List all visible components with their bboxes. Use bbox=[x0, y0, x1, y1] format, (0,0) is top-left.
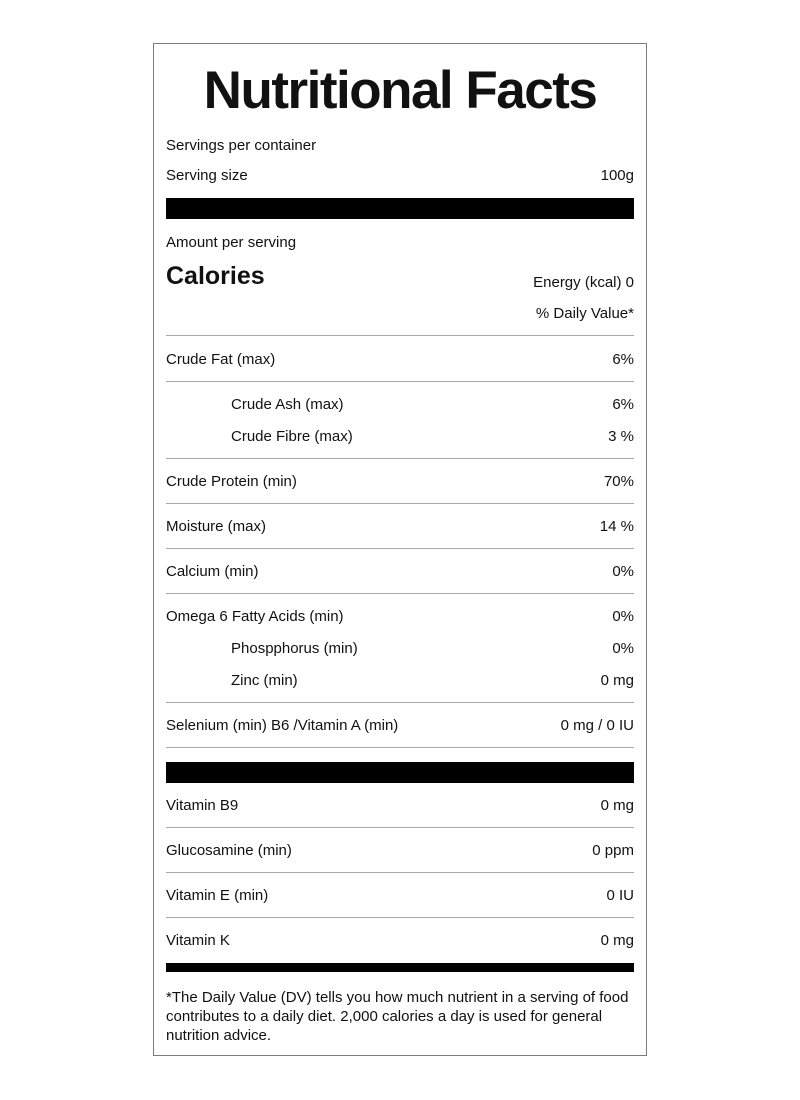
vitamin-name: Vitamin E (min) bbox=[166, 886, 269, 904]
vitamin-value: 0 ppm bbox=[592, 841, 634, 859]
divider bbox=[166, 381, 634, 382]
thick-divider-middle bbox=[166, 762, 634, 783]
nutrient-value: 6% bbox=[612, 395, 634, 413]
vitamin-row bbox=[166, 924, 634, 956]
nutrient-value: 0% bbox=[612, 639, 634, 657]
nutrient-value: 0 mg / 0 IU bbox=[560, 716, 634, 734]
nutrient-value: 3 % bbox=[608, 427, 634, 445]
serving-size-label: Serving size bbox=[166, 166, 248, 184]
nutrient-name: Selenium (min) B6 /Vitamin A (min) bbox=[166, 716, 399, 734]
nutrient-row bbox=[166, 632, 634, 664]
vitamin-row bbox=[166, 834, 634, 866]
nutrient-row bbox=[166, 420, 634, 452]
divider bbox=[166, 702, 634, 703]
nutrient-name: Calcium (min) bbox=[166, 562, 259, 580]
divider bbox=[166, 335, 634, 336]
divider bbox=[166, 593, 634, 594]
vitamin-row bbox=[166, 879, 634, 911]
divider bbox=[166, 458, 634, 459]
divider bbox=[166, 747, 634, 748]
nutrient-value: 0% bbox=[612, 562, 634, 580]
nutrient-row bbox=[166, 709, 634, 741]
nutrient-name: Crude Ash (max) bbox=[231, 395, 344, 413]
thick-divider-bottom bbox=[166, 963, 634, 972]
amount-per-serving-label: Amount per serving bbox=[166, 233, 297, 251]
vitamin-value: 0 mg bbox=[600, 796, 634, 814]
label-title: Nutritional Facts bbox=[203, 61, 597, 120]
thick-divider-top bbox=[166, 198, 634, 219]
divider bbox=[166, 548, 634, 549]
daily-value-footnote: *The Daily Value (DV) tells you how much nutrient in a serving of food contributes to a daily diet. 2,000 calories a day is used for general nutrition advice. bbox=[166, 989, 629, 1044]
divider bbox=[166, 917, 634, 918]
nutrient-name: Moisture (max) bbox=[166, 517, 267, 535]
nutrient-row bbox=[166, 465, 634, 497]
nutrient-row bbox=[166, 555, 634, 587]
nutrient-name: Phospphorus (min) bbox=[231, 639, 358, 657]
nutrient-value: 0 mg bbox=[600, 671, 634, 689]
divider bbox=[166, 827, 634, 828]
nutrient-value: 0% bbox=[612, 607, 634, 625]
vitamin-value: 0 IU bbox=[606, 886, 634, 904]
nutrient-row bbox=[166, 600, 634, 632]
servings-per-container-row bbox=[166, 129, 634, 161]
daily-value-header: % Daily Value* bbox=[535, 305, 634, 322]
nutrient-name: Crude Protein (min) bbox=[166, 472, 297, 490]
vitamin-name: Glucosamine (min) bbox=[166, 841, 292, 859]
divider bbox=[166, 503, 634, 504]
serving-size-row bbox=[166, 159, 634, 191]
vitamin-value: 0 mg bbox=[600, 931, 634, 949]
nutrient-row bbox=[166, 343, 634, 375]
nutrient-value: 14 % bbox=[599, 517, 634, 535]
energy-value: Energy (kcal) 0 bbox=[533, 274, 634, 291]
nutrient-name: Omega 6 Fatty Acids (min) bbox=[166, 607, 344, 625]
nutrient-name: Crude Fat (max) bbox=[166, 350, 276, 368]
vitamin-name: Vitamin B9 bbox=[166, 796, 239, 814]
amount-per-serving-row bbox=[166, 226, 634, 258]
nutrient-value: 70% bbox=[603, 472, 634, 490]
nutrition-label bbox=[153, 43, 647, 1056]
nutrient-row bbox=[166, 510, 634, 542]
divider bbox=[166, 872, 634, 873]
serving-size-value: 100g bbox=[600, 166, 634, 184]
nutrient-row bbox=[166, 388, 634, 420]
nutrient-name: Crude Fibre (max) bbox=[231, 427, 353, 445]
vitamin-name: Vitamin K bbox=[166, 931, 230, 949]
servings-per-container-label: Servings per container bbox=[166, 136, 317, 154]
nutrient-name: Zinc (min) bbox=[231, 671, 298, 689]
nutrition-label-content bbox=[166, 44, 634, 1055]
vitamin-row bbox=[166, 789, 634, 821]
nutrient-row bbox=[166, 664, 634, 696]
calories-label: Calories bbox=[166, 262, 265, 290]
nutrient-value: 6% bbox=[612, 350, 634, 368]
